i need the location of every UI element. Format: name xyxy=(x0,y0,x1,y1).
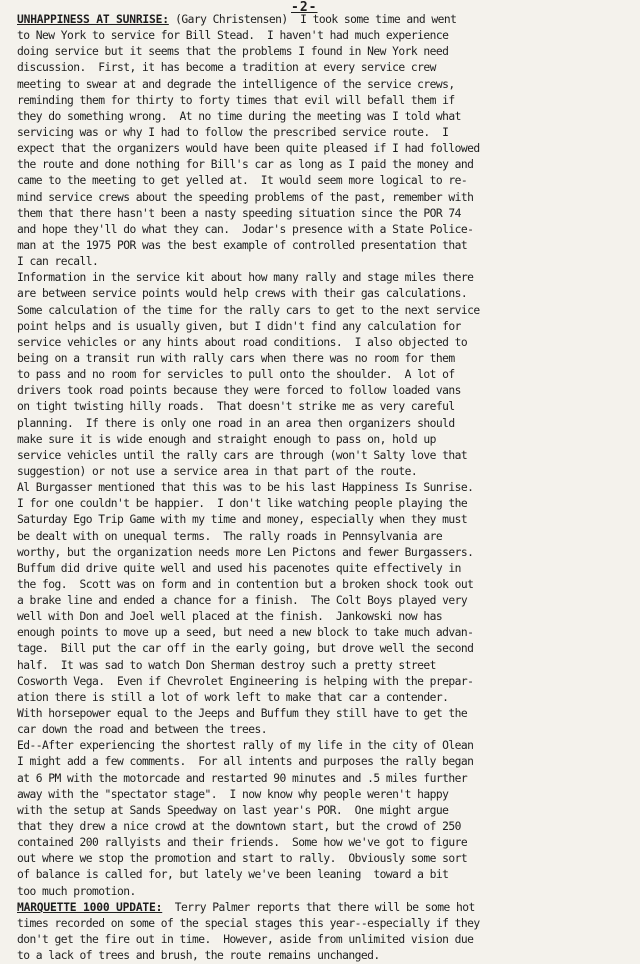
section-first-line xyxy=(17,900,637,916)
text-line: With horsepower equal to the Jeeps and Buffum they still have to get the xyxy=(17,707,468,721)
text-line: them that there hasn't been a nasty speeding situation since the POR 74 xyxy=(17,206,461,220)
text-line: away with the "spectator stage". I now know why people weren't happy xyxy=(17,787,449,801)
text-line: tage. Bill put the car off in the early going, but drove well the second xyxy=(17,642,474,656)
text-line: (Gary Christensen) I took some time and went xyxy=(168,13,457,26)
text-line: times recorded on some of the special stages this year--especially if they xyxy=(17,916,480,930)
text-line: out where we stop the promotion and start to rally. Obviously some sort xyxy=(17,852,468,866)
text-line: I might add a few comments. For all intents and purposes the rally began xyxy=(17,755,474,769)
text-line: well with Don and Joel well placed at the finish. Jankowski now has xyxy=(17,610,443,624)
text-line: are between service points would help crews with their gas calculations. xyxy=(17,287,468,301)
text-line: be dealt with on unequal terms. The rally roads in Pennsylvania are xyxy=(17,529,443,543)
text-line: doing service but it seems that the problems I found in New York need xyxy=(17,45,449,59)
page-number: -2- xyxy=(291,0,318,15)
text-line: too much promotion. xyxy=(17,884,136,898)
text-line: point helps and is usually given, but I didn't find any calculation for xyxy=(17,319,461,333)
text-line: came to the meeting to get yelled at. It would seem more logical to re- xyxy=(17,174,468,188)
text-line: meeting to swear at and degrade the intelligence of the service crews, xyxy=(17,77,455,91)
text-line: Al Burgasser mentioned that this was to be his last Happiness Is Sunrise. xyxy=(17,481,474,495)
text-line: worthy, but the organization needs more Len Pictons and fewer Burgassers. xyxy=(17,545,474,559)
text-line: on tight twisting hilly roads. That doesn't strike me as very careful xyxy=(17,400,455,414)
text-line: with the setup at Sands Speedway on last year's POR. One might argue xyxy=(17,803,449,817)
text-line: reminding them for thirty to forty times that evil will befall them if xyxy=(17,93,455,107)
text-line: drivers took road points because they were forced to follow loaded vans xyxy=(17,384,461,398)
text-line: to New York to service for Bill Stead. I haven't had much experience xyxy=(17,29,449,43)
section-heading-marquette: MARQUETTE 1000 UPDATE: xyxy=(17,900,163,914)
text-line: Ed--After experiencing the shortest rally of my life in the city of Olean xyxy=(17,739,474,753)
text-line: of balance is called for, but lately we've been leaning toward a bit xyxy=(17,868,449,882)
text-line: car down the road and between the trees. xyxy=(17,723,268,737)
text-line: make sure it is wide enough and straight enough to pass on, hold up xyxy=(17,432,436,446)
section-marquette-body xyxy=(17,916,637,964)
text-line: don't get the fire out in time. However, aside from unlimited vision due xyxy=(17,933,474,947)
text-line: that they drew a nice crowd at the downtown start, but the crowd of 250 xyxy=(17,820,461,834)
text-line: Buffum did drive quite well and used his pacenotes quite effectively in xyxy=(17,561,461,575)
text-line: half. It was sad to watch Don Sherman destroy such a pretty street xyxy=(17,658,436,672)
text-line: I for one couldn't be happier. I don't like watching people playing the xyxy=(17,497,468,511)
text-line: discussion. First, it has become a tradition at every service crew xyxy=(17,61,436,75)
text-line: to pass and no room for servicles to pull onto the shoulder. A lot of xyxy=(17,368,455,382)
text-line: enough points to move up a seed, but need a new block to take much advan- xyxy=(17,626,474,640)
section-heading-unhappiness: UNHAPPINESS AT SUNRISE: xyxy=(17,13,169,26)
section-unhappiness-body xyxy=(17,28,637,900)
text-line: suggestion) or not use a service area in that part of the route. xyxy=(17,464,418,478)
text-line: a brake line and ended a chance for a finish. The Colt Boys played very xyxy=(17,594,468,608)
text-line: mind service crews about the speeding problems of the past, remember with xyxy=(17,190,474,204)
text-line: they do something wrong. At no time during the meeting was I told what xyxy=(17,109,461,123)
text-line: expect that the organizers would have been quite pleased if I had followed xyxy=(17,142,480,156)
section-first-line xyxy=(17,12,637,28)
text-line: Information in the service kit about how many rally and stage miles there xyxy=(17,271,474,285)
text-line: Terry Palmer reports that there will be some hot xyxy=(162,900,475,914)
newsletter-body xyxy=(17,12,637,964)
text-line: planning. If there is only one road in an area then organizers should xyxy=(17,416,455,430)
text-line: service vehicles or any hints about road conditions. I also objected to xyxy=(17,335,468,349)
text-line: the route and done nothing for Bill's car as long as I paid the money and xyxy=(17,158,474,172)
text-line: man at the 1975 POR was the best example of controlled presentation that xyxy=(17,238,468,252)
text-line: ation there is still a lot of work left to make that car a contender. xyxy=(17,690,449,704)
text-line: service vehicles until the rally cars are through (won't Salty love that xyxy=(17,448,468,462)
text-line: and hope they'll do what they can. Jodar's presence with a State Police- xyxy=(17,222,474,236)
text-line: Saturday Ego Trip Game with my time and money, especially when they must xyxy=(17,513,468,527)
text-line: servicing was or why I had to follow the prescribed service route. I xyxy=(17,125,449,139)
text-line: being on a transit run with rally cars when there was no room for them xyxy=(17,351,455,365)
text-line: to a lack of trees and brush, the route remains unchanged. xyxy=(17,949,380,963)
text-line: contained 200 rallyists and their friends. Some how we've got to figure xyxy=(17,836,468,850)
text-line: Some calculation of the time for the rally cars to get to the next service xyxy=(17,303,480,317)
text-line: the fog. Scott was on form and in contention but a broken shock took out xyxy=(17,577,474,591)
text-line: at 6 PM with the motorcade and restarted 90 minutes and .5 miles further xyxy=(17,771,468,785)
text-line: I can recall. xyxy=(17,255,99,269)
text-line: Cosworth Vega. Even if Chevrolet Engineering is helping with the prepar- xyxy=(17,674,474,688)
